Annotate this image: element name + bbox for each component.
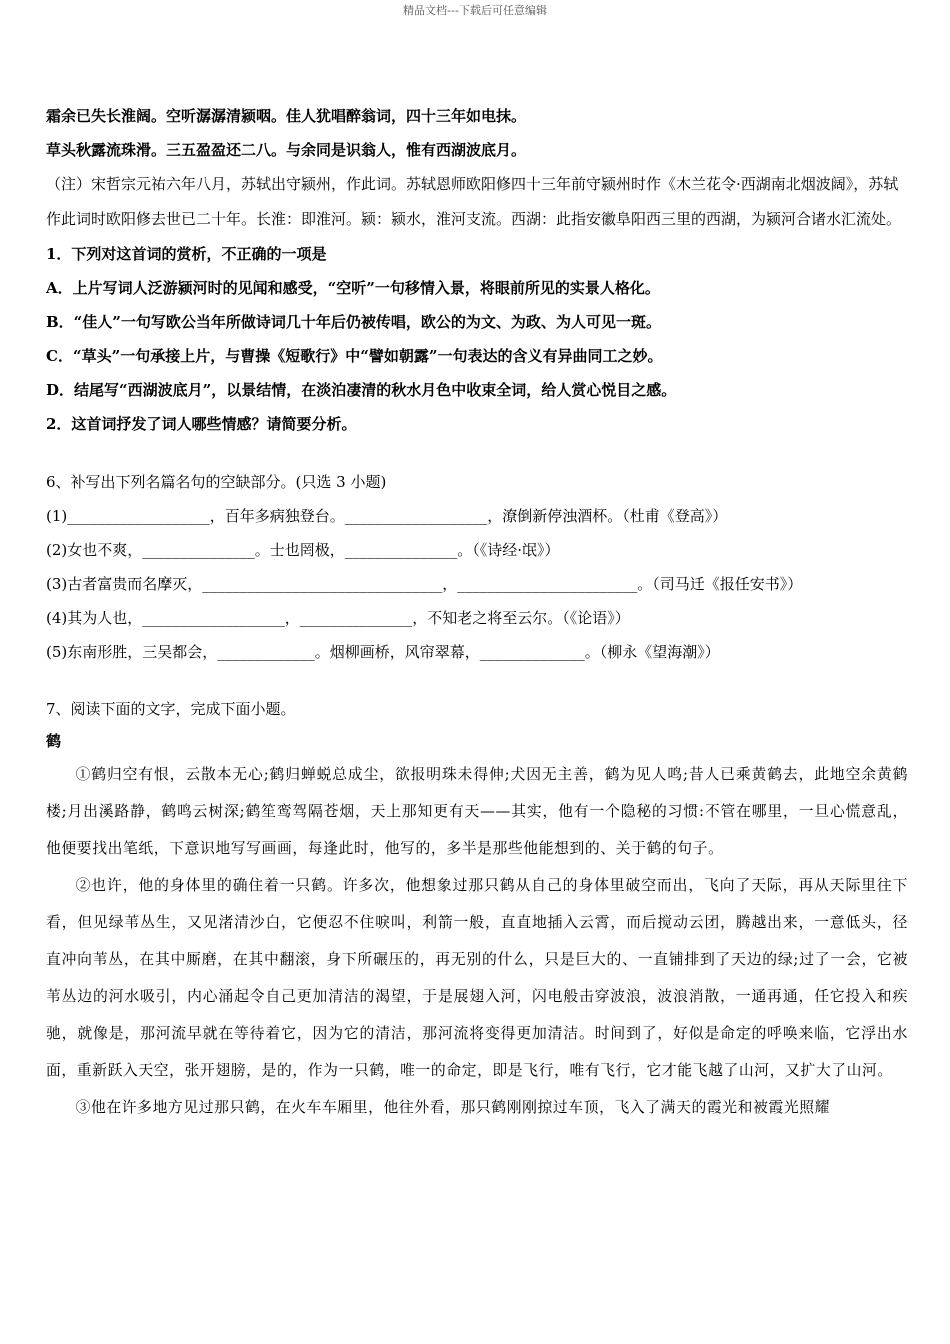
essay-paragraph-1: ①鹤归空有恨，云散本无心;鹤归蝉蜕总成尘，欲报明珠未得伸;犬因无主善，鹤为见人鸣;昔人已乘黄鹤去，此地空余黄鹤楼;月出溪路静，鹤鸣云树深;鹤笙鸾驾隔苍烟，天上那知更有天——其实，他有一个隐秘的习惯:不管在哪里，一旦心慌意乱，他便要找出笔纸，下意识地写写画画，每逢此时，他写的，多半是那些他能想到的、关于鹤的句子。 <box>46 766 908 857</box>
option-a: A．上片写词人泛游颍河时的见闻和感受，“空听”一句移情入景，将眼前所见的实景人格化。 <box>46 279 660 297</box>
essay-title: 鹤 <box>46 732 62 750</box>
question-7-stem: 7、阅读下面的文字，完成下面小题。 <box>46 700 296 718</box>
document-body <box>46 99 908 1126</box>
option-d: D．结尾写“西湖波底月”，以景结情，在淡泊凄清的秋水月色中收束全词，给人赏心悦目之感。 <box>46 381 677 399</box>
fill-blank-3: (3)古者富贵而名摩灭，________________________________，________________________。（司马迁《报任安书》） <box>46 575 803 593</box>
poem-line-1: 霜余已失长淮阔。空听潺潺清颍咽。佳人犹唱醉翁词，四十三年如电抹。 <box>46 107 527 125</box>
fill-blank-5: (5)东南形胜，三吴都会，_____________。烟柳画桥，风帘翠幕，______________。（柳永《望海潮》） <box>46 643 720 661</box>
question-1-stem: 1．下列对这首词的赏析，不正确的一项是 <box>46 245 327 263</box>
essay-paragraph-2: ②也许，他的身体里的确住着一只鹤。许多次，他想象过那只鹤从自己的身体里破空而出，飞向了天际，再从天际里往下看，但见绿苇丛生，又见渚清沙白，它便忍不住唳叫，利箭一般，直直地插入云霄，而后搅动云团，腾越出来，一意低头，径直冲向苇丛，在其中厮磨，在其中翻滚，身下所碾压的，再无别的什么，只是巨大的、一直铺排到了天边的绿;过了一会，它被苇丛边的河水吸引，内心涌起令自己更加清洁的渴望，于是展翅入河，闪电般击穿波浪，波浪消散，一通再通，任它投入和疾驰，就像是，那河流早就在等待着它，因为它的清洁，那河流将变得更加清洁。时间到了，好似是命定的呼唤来临，它浮出水面，重新跃入天空，张开翅膀，是的，作为一只鹤，唯一的命定，即是飞行，唯有飞行，它才能飞越了山河，又扩大了山河。 <box>46 877 908 1079</box>
question-2: 2．这首词抒发了词人哪些情感？请简要分析。 <box>46 415 357 433</box>
option-c: C．“草头”一句承接上片，与曹操《短歌行》中“譬如朝露”一句表达的含义有异曲同工之妙。 <box>46 347 663 365</box>
question-6-stem: 6、补写出下列名篇名句的空缺部分。(只选 3 小题) <box>46 473 387 491</box>
poem-note: （注）宋哲宗元祐六年八月，苏轼出守颍州，作此词。苏轼恩师欧阳修四十三年前守颍州时作《木兰花令·西湖南北烟波阔》，苏轼作此词时欧阳修去世已二十年。长淮：即淮河。颍：颍水，淮河支流。西湖：此指安徽阜阳西三里的西湖，为颍河合诸水汇流处。 <box>46 175 902 228</box>
fill-blank-1: (1)___________________，百年多病独登台。___________________，潦倒新停浊酒杯。（杜甫《登高》） <box>46 507 728 525</box>
poem-line-2: 草头秋露流珠滑。三五盈盈还二八。与余同是识翁人，惟有西湖波底月。 <box>46 141 527 159</box>
fill-blank-4: (4)其为人也，___________________，_______________，不知老之将至云尔。（《论语》） <box>46 609 630 627</box>
fill-blank-2: (2)女也不爽，_______________。士也罔极，_______________。（《诗经·氓》） <box>46 541 560 559</box>
essay-body <box>46 756 908 1126</box>
essay-paragraph-3: ③他在许多地方见过那只鹤，在火车车厢里，他往外看，那只鹤刚刚掠过车顶，飞入了满天的霞光和被霞光照耀 <box>75 1099 831 1116</box>
option-b: B．“佳人”一句写欧公当年所做诗词几十年后仍被传唱，欧公的为文、为政、为人可见一斑。 <box>46 313 661 331</box>
page-header: 精品文档---下载后可任意编辑 <box>403 4 547 17</box>
